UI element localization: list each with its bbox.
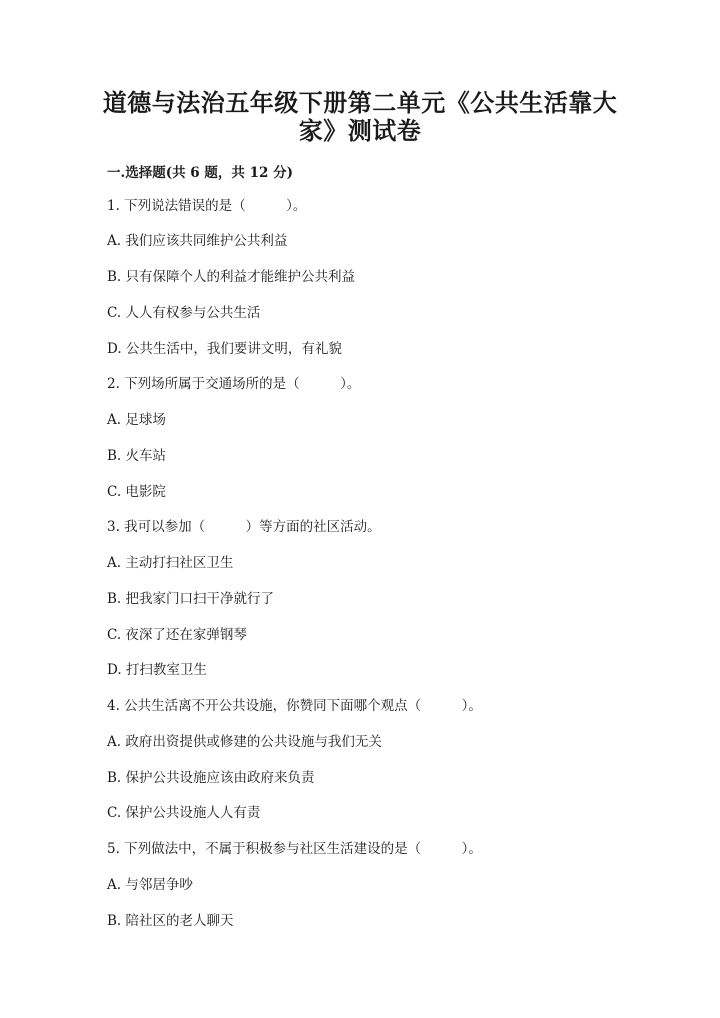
question-2-option-a: A. 足球场 xyxy=(107,412,166,428)
question-3-option-a: A. 主动打扫社区卫生 xyxy=(107,555,234,571)
question-1-option-b: B. 只有保障个人的利益才能维护公共利益 xyxy=(107,269,356,285)
question-3-stem: 3. 我可以参加（ ）等方面的社区活动。 xyxy=(107,519,381,535)
question-4-option-a: A. 政府出资提供或修建的公共设施与我们无关 xyxy=(107,734,382,750)
question-1-option-c: C. 人人有权参与公共生活 xyxy=(107,305,261,321)
question-4-option-b: B. 保护公共设施应该由政府来负责 xyxy=(107,770,315,786)
question-5-stem: 5. 下列做法中，不属于积极参与社区生活建设的是（ ）。 xyxy=(107,841,482,857)
question-1-option-d: D. 公共生活中，我们要讲文明，有礼貌 xyxy=(107,341,342,357)
exam-title-line-2: 家》测试卷 xyxy=(298,116,422,145)
question-2-option-c: C. 电影院 xyxy=(107,484,166,500)
question-3-option-c: C. 夜深了还在家弹钢琴 xyxy=(107,627,247,643)
question-3-option-d: D. 打扫教室卫生 xyxy=(107,662,207,678)
exam-title-line-1: 道德与法治五年级下册第二单元《公共生活靠大 xyxy=(102,88,618,117)
question-1-stem: 1. 下列说法错误的是（ ）。 xyxy=(107,198,307,214)
question-4-stem: 4. 公共生活离不开公共设施，你赞同下面哪个观点（ ）。 xyxy=(107,698,482,714)
question-3-option-b: B. 把我家门口扫干净就行了 xyxy=(107,591,275,607)
question-2-stem: 2. 下列场所属于交通场所的是（ ）。 xyxy=(107,376,361,392)
question-1-option-a: A. 我们应该共同维护公共利益 xyxy=(107,233,288,249)
question-2-option-b: B. 火车站 xyxy=(107,448,167,464)
question-4-option-c: C. 保护公共设施人人有责 xyxy=(107,805,261,821)
section-heading: 一.选择题(共 6 题，共 12 分) xyxy=(107,165,293,181)
question-5-option-b: B. 陪社区的老人聊天 xyxy=(107,913,234,929)
question-5-option-a: A. 与邻居争吵 xyxy=(107,877,193,893)
